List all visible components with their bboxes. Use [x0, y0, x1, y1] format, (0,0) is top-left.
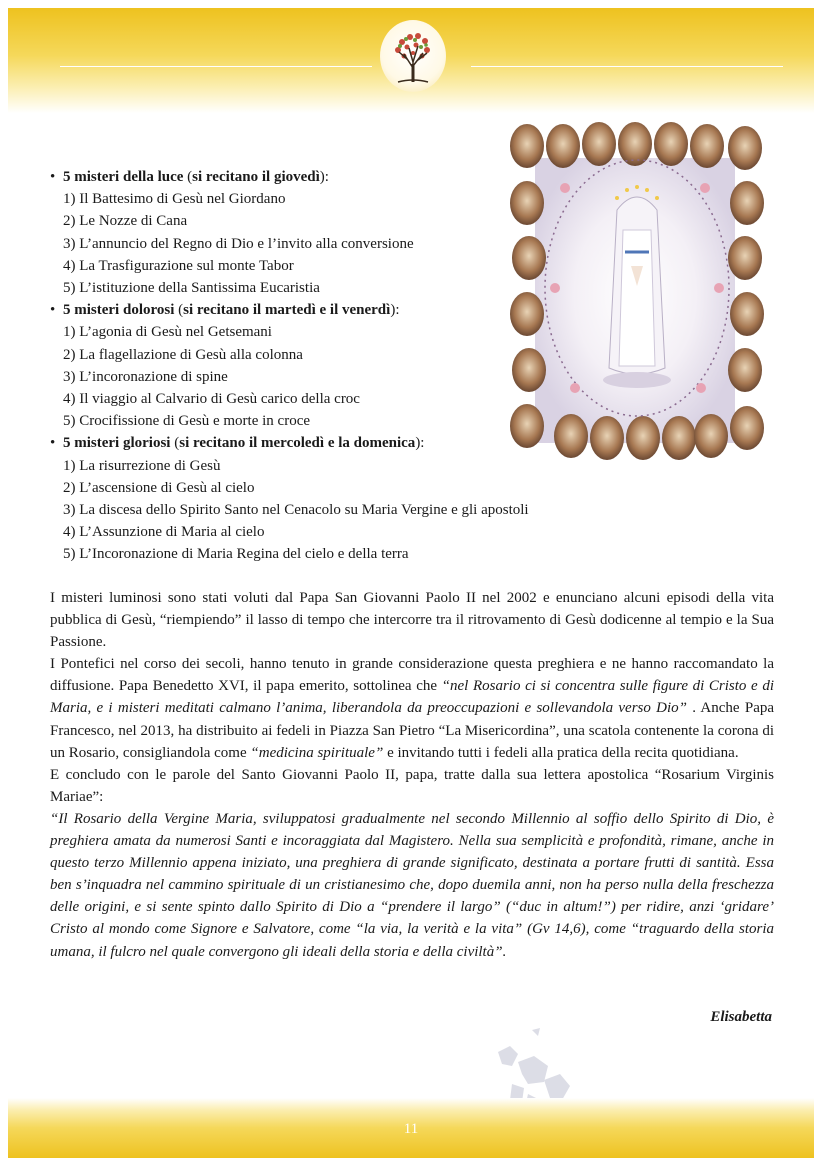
list-item: 1) L’agonia di Gesù nel Getsemani	[63, 324, 272, 341]
list-item: 2) L’ascensione di Gesù al cielo	[63, 479, 255, 496]
group-days: si recitano il martedì e il venerdì	[183, 302, 391, 319]
text-run: I Pontefici nel corso dei secoli, hanno tenuto in grande considerazione questa preghiera e ne hanno raccomandato la diffusione. Papa Benedetto XVI, il papa emerito, sottolinea che	[50, 656, 774, 695]
madonna-rosary-illustration	[505, 118, 770, 480]
tree-logo	[380, 20, 446, 92]
list-item: 2) La flagellazione di Gesù alla colonna	[63, 346, 303, 363]
list-item: 1) Il Battesimo di Gesù nel Giordano	[63, 191, 286, 208]
signature: Elisabetta	[710, 1009, 772, 1025]
quote-benedict: “nel Rosario ci si concentra sulle figure di Cristo e di Maria, e i misteri meditati calmano l’anima, liberandola da preoccupazioni e sollevandola verso Dio”	[50, 678, 774, 717]
list-item: 4) L’Assunzione di Maria al cielo	[63, 524, 265, 541]
paren-open: (	[170, 435, 180, 452]
bullet-icon: •	[50, 169, 56, 185]
paren-open: (	[183, 169, 193, 185]
paragraph: E concludo con le parole del Santo Giovanni Paolo II, papa, tratte dalla sua lettera apostolica “Rosarium Virginis Mariae”:	[50, 766, 774, 805]
quote-paragraph	[50, 808, 774, 963]
body-text	[50, 587, 774, 963]
group-days: si recitano il giovedì	[192, 169, 320, 185]
tree-icon	[380, 20, 446, 92]
page-number: 11	[403, 1121, 419, 1137]
text-run: . Anche Papa Francesco, nel 2013, ha distribuito ai fedeli in Piazza San Pietro “La Misericordina”, una scatola contenente la corona di un Rosario, consigliandola come	[50, 700, 775, 761]
list-item: 5) L’istituzione della Santissima Eucaristia	[63, 280, 320, 297]
paren-open: (	[174, 302, 184, 319]
paragraph: I misteri luminosi sono stati voluti dal Papa San Giovanni Paolo II nel 2002 e enunciano alcuni episodi della vita pubblica di Gesù, “riempiendo” il lasso di tempo che intercorre tra il ritrovamento di Gesù dodicenne al tempio e la Sua Passione.	[50, 590, 774, 651]
quote-medicina: “medicina spirituale”	[250, 744, 384, 761]
list-item: 1) La risurrezione di Gesù	[63, 457, 221, 474]
paragraph	[50, 653, 774, 763]
bullet-icon: •	[50, 302, 56, 319]
text-run: e invitando tutti i fedeli alla pratica della recita quotidiana.	[383, 744, 739, 761]
group-name: 5 misteri gloriosi	[63, 435, 171, 452]
bullet-icon: •	[50, 435, 56, 452]
list-item: 2) Le Nozze di Cana	[63, 213, 188, 230]
group-days: si recitano il mercoledì e la domenica	[179, 435, 416, 452]
paren-close: ):	[415, 435, 425, 452]
list-item: 5) Crocifissione di Gesù e morte in croce	[63, 413, 311, 430]
list-item: 4) La Trasfigurazione sul monte Tabor	[63, 257, 294, 274]
paren-close: ):	[390, 302, 400, 319]
list-item: 3) La discesa dello Spirito Santo nel Cenacolo su Maria Vergine e gli apostoli	[63, 502, 529, 519]
list-item: 4) Il viaggio al Calvario di Gesù carico della croc	[63, 391, 360, 408]
header-rule-right	[471, 66, 783, 67]
madonna-rosary-image	[505, 118, 770, 480]
list-item: 3) L’incoronazione di spine	[63, 368, 228, 385]
paren-close: ):	[319, 169, 329, 185]
list-item: 5) L’Incoronazione di Maria Regina del cielo e della terra	[63, 546, 409, 563]
group-name: 5 misteri della luce	[63, 169, 184, 185]
list-item: 3) L’annuncio del Regno di Dio e l’invito alla conversione	[63, 235, 414, 252]
group-name: 5 misteri dolorosi	[63, 302, 175, 319]
quote-rosarium: “Il Rosario della Vergine Maria, sviluppatosi gradualmente nel secondo Millennio al soffio dello Spirito di Dio, è preghiera amata da numerosi Santi e incoraggiata dal Magistero. Nella sua semplicità e profondità, rimane, anche in questo terzo Millennio appena iniziato, una preghiera di grande significato, destinata a portare frutti di santità. Essa ben s’inquadra nel cammino spirituale di un cristianesimo che, dopo duemila anni, non ha perso nulla della freschezza delle origini, e si sente spinto dallo Spirito di Dio a “prendere il largo” (“duc in altum!”) per ridire, anzi ‘gridare’ Cristo al mondo come Signore e Salvatore, come “la via, la verità e la vita” (Gv 14,6), come “traguardo della storia umana, il fulcro nel quale convergono gli ideali della storia e della civiltà”.	[50, 810, 774, 960]
header-rule-left	[60, 66, 372, 67]
